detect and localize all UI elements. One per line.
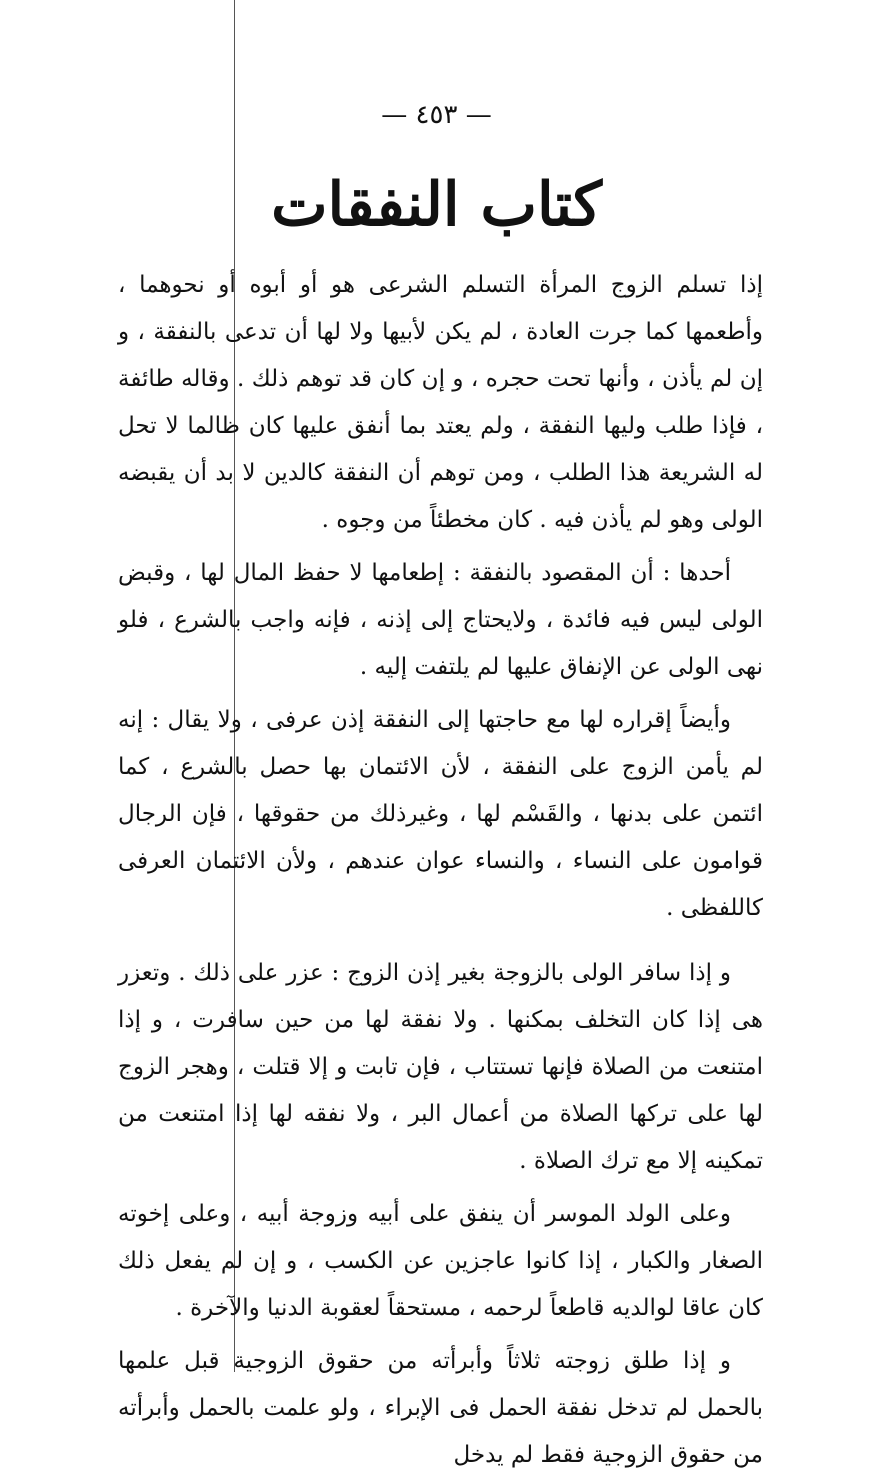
paragraph-3: وأيضاً إقراره لها مع حاجتها إلى النفقة إذن عرفى ، ولا يقال : إنه لم يأمن الزوج على النفقة ، لأن الائتمان بها حصل بالشرع ، كما ائتمن على بدنها ، والقَسْم لها ، وغيرذلك من حقوقها ، فإن الرجال قوامون على النساء ، والنساء عوان عندهم ، ولأن الائتمان العرفى كاللفظى .	[118, 707, 763, 921]
body-text	[118, 262, 763, 1479]
paragraph-2: أحدها : أن المقصود بالنفقة : إطعامها لا حفظ المال لها ، وقبض الولى ليس فيه فائدة ، ولايحتاج إلى إذنه ، فإنه واجب بالشرع ، فلو نهى الولى عن الإنفاق عليها لم يلتفت إليه .	[118, 560, 763, 680]
chapter-title: كتاب النفقات	[271, 170, 602, 240]
paragraph-6: و إذا طلق زوجته ثلاثاً وأبرأته من حقوق الزوجية قبل علمها بالحمل لم تدخل نفقة الحمل فى الإبراء ، ولو علمت بالحمل وأبرأته من حقوق الزوجية فقط لم يدخل	[118, 1348, 763, 1468]
page-number: — ٤٥٣ —	[381, 100, 492, 130]
paragraph-4: و إذا سافر الولى بالزوجة بغير إذن الزوج : عزر على ذلك . وتعزر هى إذا كان التخلف بمكنها . ولا نفقة لها من حين سافرت ، و إذا امتنعت من الصلاة فإنها تستتاب ، فإن تابت و إلا قتلت ، وهجر الزوج لها على تركها الصلاة من أعمال البر ، ولا نفقه لها إذا امتنعت من تمكينه إلا مع ترك الصلاة .	[118, 960, 763, 1174]
paragraph-1: إذا تسلم الزوج المرأة التسلم الشرعى هو أو أبوه أو نحوهما ، وأطعمها كما جرت العادة ، لم يكن لأبيها ولا لها أن تدعى بالنفقة ، و إن لم يأذن ، وأنها تحت حجره ، و إن كان قد توهم ذلك . وقاله طائفة ، فإذا طلب وليها النفقة ، ولم يعتد بما أنفق عليها كان ظالما لا تحل له الشريعة هذا الطلب ، ومن توهم أن النفقة كالدين لا بد أن يقبضه الولى وهو لم يأذن فيه . كان مخطئاً من وجوه .	[118, 272, 763, 533]
paragraph-5: وعلى الولد الموسر أن ينفق على أبيه وزوجة أبيه ، وعلى إخوته الصغار والكبار ، إذا كانوا عاجزين عن الكسب ، و إن لم يفعل ذلك كان عاقا لوالديه قاطعاً لرحمه ، مستحقاً لعقوبة الدنيا والآخرة .	[118, 1201, 763, 1321]
